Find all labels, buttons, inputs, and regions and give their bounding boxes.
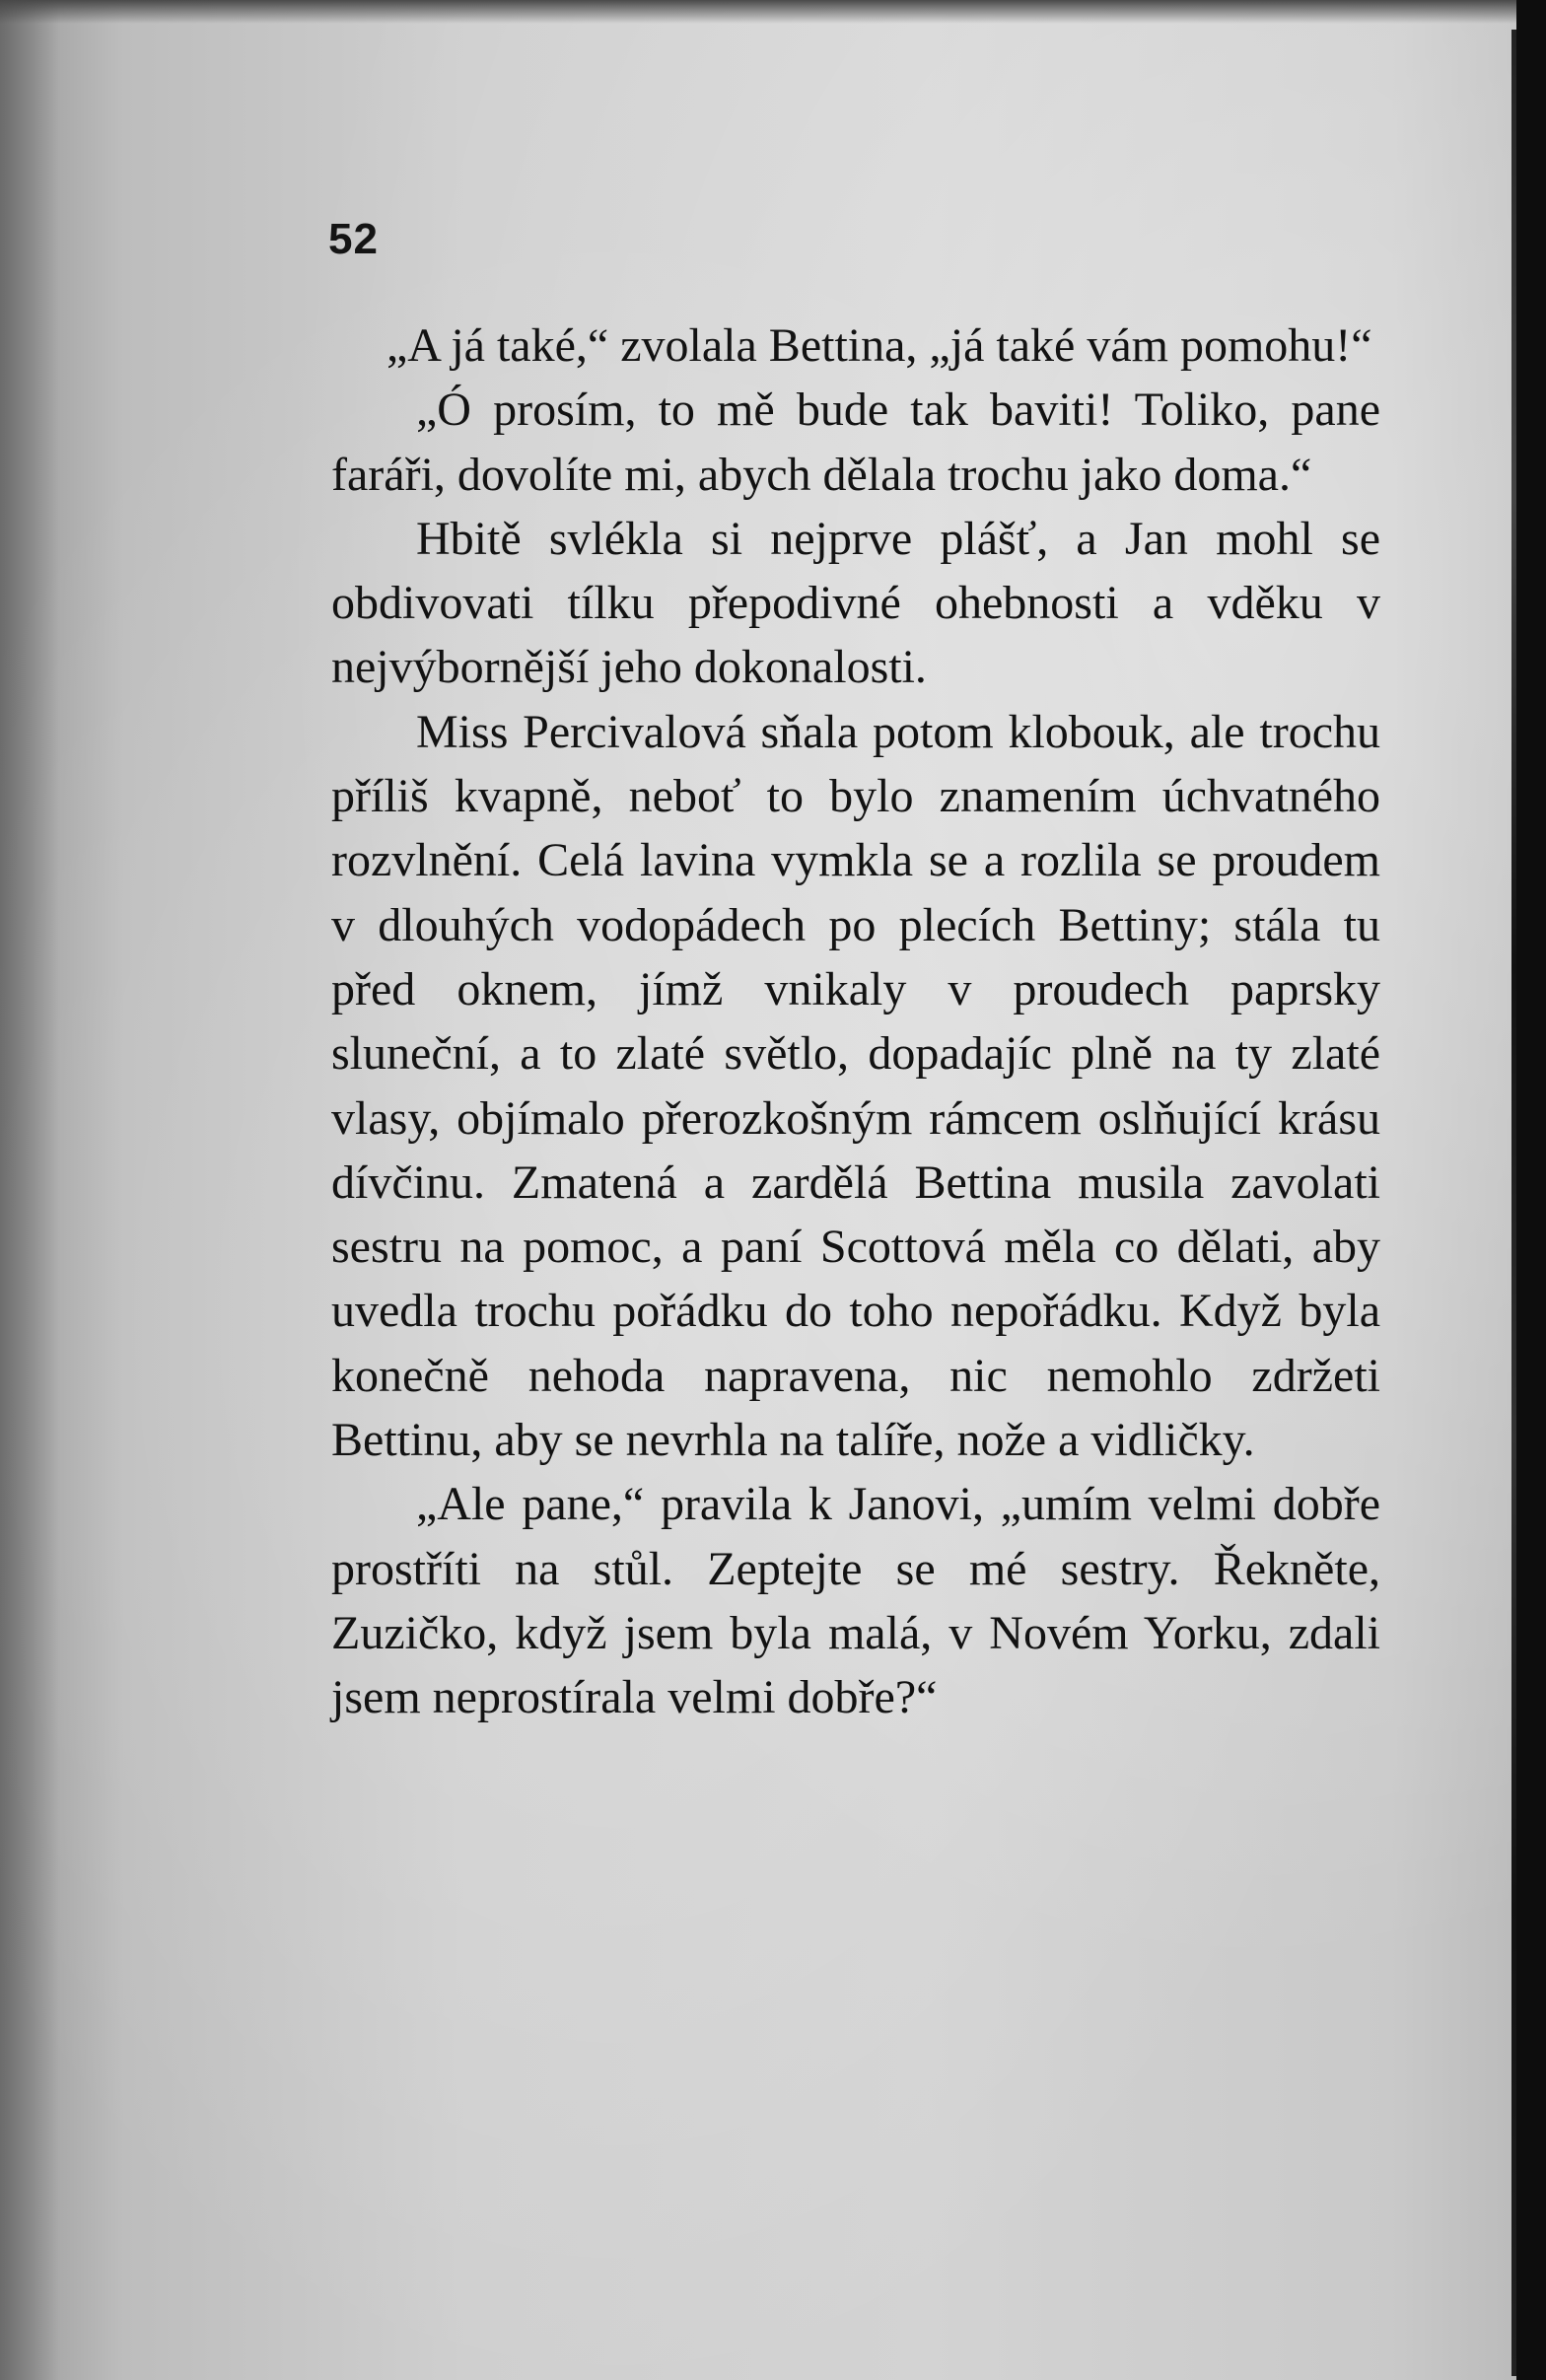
page-left-shadow (0, 0, 59, 2380)
page-dark-border (1516, 0, 1546, 2380)
paragraph-1: „A já také,“ zvolala Bettina, „já také vám pomohu!“ (386, 319, 1372, 372)
paragraph-5: „Ale pane,“ pravila k Janovi, „umím velmi dobře prostříti na stůl. Zeptejte se mé sestry. Řekněte, Zuzičko, když jsem byla malá, v Novém Yorku, zdali jsem neprostírala velmi dobře?“ (331, 1478, 1380, 1724)
paragraph-3: Hbitě svlékla si nejprve plášť, a Jan mohl se obdivovati tílku přepodivné ohebnosti a vděku v nejvýbornější jeho dokonalosti. (331, 512, 1380, 694)
page-number: 52 (328, 215, 379, 263)
body-text (331, 314, 1380, 1730)
paragraph-2: „Ó prosím, to mě bude tak baviti! Toliko, pane faráři, dovolíte mi, abych dělala trochu jako doma.“ (331, 384, 1380, 501)
page-top-shadow (0, 0, 1546, 24)
paragraph-4: Miss Percivalová sňala potom klobouk, ale trochu příliš kvapně, neboť to bylo znamením úchvatného rozvlnění. Celá lavina vymkla se a rozlila se proudem v dlouhých vodopádech po plecích Bettiny; stála tu před oknem, jímž vnikaly v proudech paprsky sluneční, a to zlaté světlo, dopadajíc plně na ty zlaté vlasy, objímalo přerozkošným rámcem oslňující krásu dívčinu. Zmatená a zardělá Bettina musila zavolati sestru na pomoc, a paní Scottová měla co dělati, aby uvedla trochu pořádku do toho nepořádku. Když byla konečně nehoda napravena, nic nemohlo zdržeti Bettinu, aby se nevrhla na talíře, nože a vidličky. (331, 705, 1380, 1467)
